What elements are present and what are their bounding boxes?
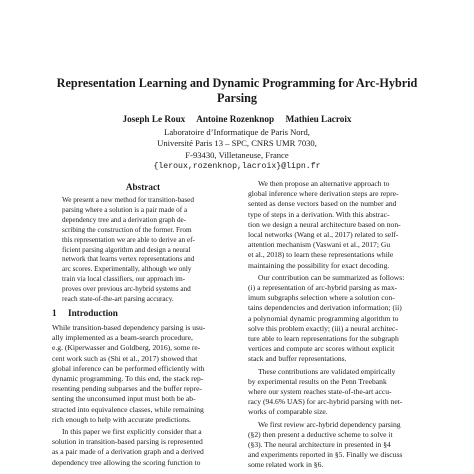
- body-line: (§3). The neural architecture in presented in §4: [248, 440, 391, 450]
- abstract-line: this representation we are able to derive an ef-: [62, 235, 195, 244]
- body-line: by experimental results on the Penn Treebank: [248, 376, 387, 386]
- body-line: racy (94.6% UAS) for arc-hybrid parsing with net-: [248, 397, 403, 407]
- author-list: Joseph Le Roux Antoine Rozenknop Mathieu Lacroix: [122, 114, 352, 124]
- body-line: e.g. (Kiperwasser and Goldberg, 2016), some re-: [52, 343, 201, 353]
- body-line: These contributions are validated empirically: [258, 366, 396, 376]
- body-line: (§2) then present a deductive scheme to solve it: [248, 429, 393, 439]
- body-line: resenting pending subparses and the buffer repre-: [52, 384, 202, 394]
- abstract-line: reach state-of-the-art parsing accuracy.: [62, 295, 174, 304]
- body-line: In this paper we first explicitly consider that a: [62, 427, 202, 437]
- body-line: type of steps in a derivation. With this abstrac-: [248, 209, 390, 219]
- body-line: cent work such as (Shi et al., 2017) showed that: [52, 353, 198, 363]
- body-line: works of comparable size.: [248, 407, 328, 417]
- body-line: dependency tree allowing the scoring function to: [52, 457, 201, 467]
- body-line: vertices and compute arc scores without explicit: [248, 344, 395, 354]
- body-line: While transition-based dependency parsing is usu-: [52, 323, 206, 332]
- affiliation-line: Université Paris 13 – SPC, CNRS UMR 7030,: [157, 138, 317, 149]
- body-line: attention mechanism (Vaswani et al., 2017; Gu: [248, 240, 391, 250]
- body-line: imum subgraphs selection where a solution con-: [248, 293, 395, 303]
- body-line: solution in transition-based parsing is represented: [52, 437, 203, 447]
- body-line: stracted into equivalence classes, while remaining: [52, 404, 204, 414]
- body-line: as a pair made of a derivation graph and a derived: [52, 447, 204, 457]
- abstract-text: [62, 196, 225, 305]
- section-title: Introduction: [68, 308, 118, 318]
- abstract-line: arc scores. Experimentally, although we only: [62, 265, 192, 274]
- affiliation-block: [40, 127, 434, 173]
- abstract-line: ficient parsing algorithm and design a neural: [62, 245, 191, 254]
- abstract-line: dependency tree and a derivation graph de-: [62, 215, 187, 224]
- right-column-body: [248, 179, 433, 471]
- body-line: a polynomial dynamic programming algorithm to: [248, 313, 399, 323]
- body-line: solve this problem exactly; (iii) a neural architec-: [248, 323, 398, 333]
- body-line: We first review arc-hybrid dependency parsing: [258, 419, 401, 429]
- abstract-line: We present a new method for transition-based: [62, 196, 194, 204]
- author-emails: {leroux,rozenknop,lacroix}@lipn.fr: [153, 162, 321, 172]
- affiliation-line: F-93430, Villetaneuse, France: [185, 149, 289, 160]
- paper-title-line-1: Representation Learning and Dynamic Programming for Arc-Hybrid: [56, 76, 418, 90]
- section-heading-introduction: [52, 308, 234, 318]
- body-line: stack and buffer representations.: [248, 354, 347, 364]
- body-line: Our contribution can be summarized as follows:: [258, 272, 405, 282]
- body-line: global inference where derivation steps are repre-: [248, 189, 399, 199]
- affiliation-line: Laboratoire d’Informatique de Paris Nord,: [164, 127, 310, 137]
- body-line: and experiments reported in §5. Finally we discuss: [248, 450, 403, 460]
- abstract-line: network that learns vertex representations and: [62, 255, 195, 264]
- body-line: tains dependencies and derivation information; (ii): [248, 303, 402, 313]
- paper-title-line-2: Parsing: [217, 91, 257, 105]
- abstract-line: train via local classifiers, our approach im-: [62, 275, 186, 284]
- body-line: (i) a representation of arc-hybrid parsing as max-: [248, 283, 398, 293]
- body-line: maintaining the possibility for exact decoding.: [248, 260, 390, 270]
- introduction-body: [52, 323, 234, 468]
- body-line: some related work in §6.: [248, 460, 324, 470]
- section-number: 1: [52, 308, 57, 318]
- body-line: We then propose an alternative approach to: [258, 179, 390, 188]
- body-line: rich enough to help with accurate predictions.: [52, 414, 191, 424]
- body-line: sented as dense vectors based on the number and: [248, 199, 397, 209]
- paper-title: [40, 76, 434, 106]
- abstract-line: parsing where a solution is a pair made of a: [62, 205, 188, 214]
- body-line: where our system reaches state-of-the-art accu-: [248, 387, 392, 397]
- abstract-line: scribing the construction of the former. From: [62, 225, 192, 234]
- abstract-heading: Abstract: [125, 182, 161, 192]
- body-line: ally implemented as a beam-search procedure,: [52, 333, 193, 343]
- body-line: ture able to learn representations for the subgraph: [248, 334, 399, 344]
- body-line: et al., 2018) to learn these representations while: [248, 250, 394, 260]
- abstract-line: proves over previous arc-hybrid systems and: [62, 285, 191, 294]
- body-line: global inference can be performed efficiently with: [52, 363, 205, 373]
- body-line: tion we design a neural architecture based on non-: [248, 219, 401, 229]
- body-line: senting the unconsumed input must both be ab-: [52, 394, 196, 404]
- body-line: dynamic programming. To this end, the stack rep-: [52, 374, 204, 384]
- body-line: local networks (Wang et al., 2017) related to self-: [248, 230, 399, 240]
